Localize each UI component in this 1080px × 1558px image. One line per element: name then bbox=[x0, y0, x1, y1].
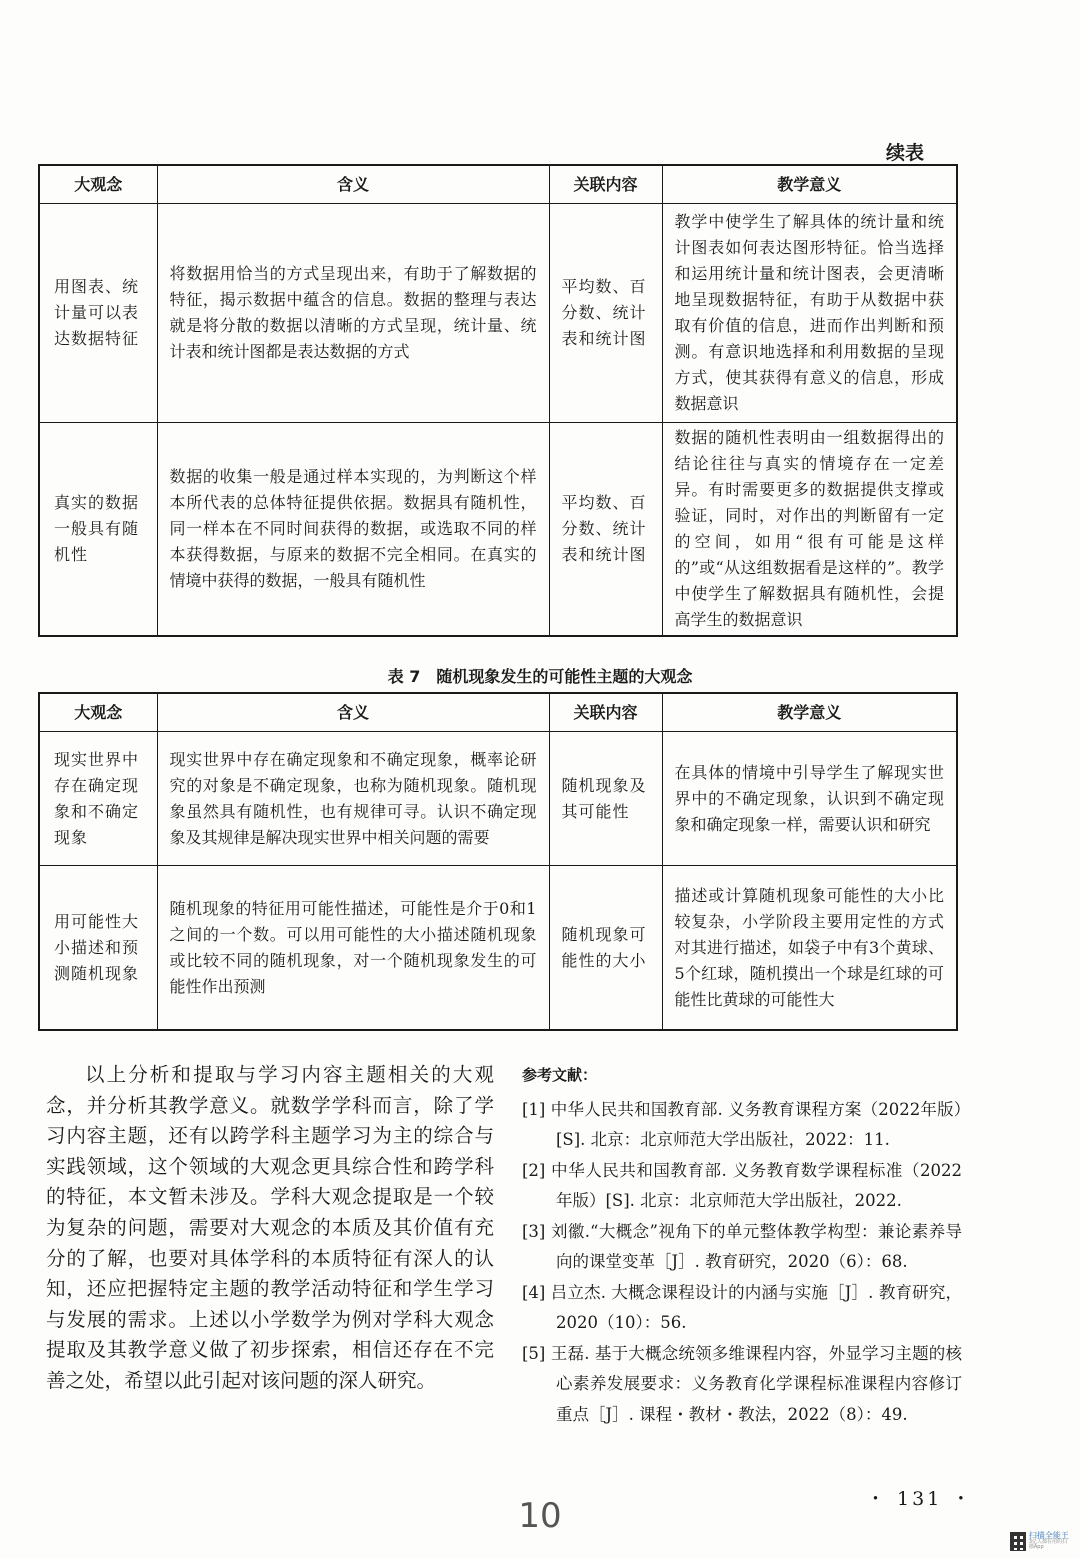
related-content-cell: 平均数、百分数、统计表和统计图 bbox=[549, 423, 662, 637]
big-idea-cell: 现实世界中存在确定现象和不确定现象 bbox=[39, 732, 157, 866]
column-header: 关联内容 bbox=[549, 165, 662, 204]
related-content-cell: 平均数、百分数、统计表和统计图 bbox=[549, 204, 662, 423]
scanner-watermark bbox=[1010, 1530, 1072, 1552]
table-header-row bbox=[39, 693, 957, 732]
table-row bbox=[39, 423, 957, 637]
reference-item: [5] 王磊. 基于大概念统领多维课程内容，外显学习主题的核心素养发展要求：义务教育化学课程标准课程内容修订重点［J］. 课程・教材・教法，2022（8）：49. bbox=[522, 1343, 962, 1424]
column-header: 关联内容 bbox=[549, 693, 662, 732]
scan-page-number: 10 bbox=[518, 1496, 562, 1536]
column-header: 含义 bbox=[157, 165, 549, 204]
meaning-cell: 现实世界中存在确定现象和不确定现象，概率论研究的对象是不确定现象，也称为随机现象。随机现象虽然具有随机性，也有规律可寻。认识不确定现象及其规律是解决现实世界中相关问题的需要 bbox=[157, 732, 549, 866]
related-content-cell: 随机现象可能性的大小 bbox=[549, 866, 662, 1031]
reference-item: [3] 刘徽.“大概念”视角下的单元整体教学构型：兼论素养导向的课堂变革［J］. 教育研究，2020（6）：68. bbox=[522, 1221, 962, 1271]
table-probability-ideas bbox=[38, 692, 958, 1031]
big-idea-cell: 真实的数据一般具有随机性 bbox=[39, 423, 157, 637]
table-row bbox=[39, 866, 957, 1031]
meaning-cell: 数据的收集一般是通过样本实现的，为判断这个样本所代表的总体特征提供依据。数据具有随机性，同一样本在不同时间获得的数据，或选取不同的样本获得数据，与原来的数据不完全相同。在真实的情境中获得的数据，一般具有随机性 bbox=[157, 423, 549, 637]
conclusion-paragraph: 以上分析和提取与学习内容主题相关的大观念，并分析其教学意义。就数学学科而言，除了学习内容主题，还有以跨学科主题学习为主的综合与实践领域，这个领域的大观念更具综合性和跨学科的特征，本文暂未涉及。学科大观念提取是一个较为复杂的问题，需要对大观念的本质及其价值有充分的了解，也要对具体学科的本质特征有深人的认知，还应把握特定主题的教学活动特征和学生学习与发展的需求。上述以小学数学为例对学科大观念提取及其教学意义做了初步探索，相信还存在不完善之处，希望以此引起对该问题的深人研究。 bbox=[46, 1063, 494, 1392]
related-content-cell: 随机现象及其可能性 bbox=[549, 732, 662, 866]
watermark-text bbox=[1029, 1532, 1072, 1550]
teaching-significance-cell: 教学中使学生了解具体的统计量和统计图表如何表达图形特征。恰当选择和运用统计量和统计图表，会更清晰地呈现数据特征，有助于从数据中获取有价值的信息，进而作出判断和预测。有意识地选择和利用数据的呈现方式，使其获得有意义的信息，形成数据意识 bbox=[662, 204, 957, 423]
column-header: 含义 bbox=[157, 693, 549, 732]
references-section bbox=[522, 1060, 962, 1430]
references-title: 参考文献： bbox=[522, 1066, 598, 1084]
table-row bbox=[39, 204, 957, 423]
table-caption: 表 7 随机现象发生的可能性主题的大观念 bbox=[387, 667, 693, 686]
watermark-brand: 扫描全能王 bbox=[1028, 1531, 1069, 1540]
table-statistics-ideas bbox=[38, 164, 958, 637]
watermark-tagline: 3亿人都在用的扫描App bbox=[1028, 1539, 1068, 1550]
big-idea-cell: 用图表、统计量可以表达数据特征 bbox=[39, 204, 157, 423]
column-header: 教学意义 bbox=[662, 165, 957, 204]
column-header: 大观念 bbox=[39, 693, 157, 732]
reference-item: [2] 中华人民共和国教育部. 义务教育数学课程标准（2022年版）[S]. 北京：北京师范大学出版社，2022. bbox=[522, 1160, 962, 1210]
table-row bbox=[39, 732, 957, 866]
teaching-significance-cell: 数据的随机性表明由一组数据得出的结论往往与真实的情境存在一定差异。有时需要更多的数据提供支撑或验证，同时，对作出的判断留有一定的空间，如用“很有可能是这样的”或“从这组数据看是这样的”。教学中使学生了解数据具有随机性，会提高学生的数据意识 bbox=[662, 423, 957, 637]
meaning-cell: 随机现象的特征用可能性描述，可能性是介于0和1之间的一个数。可以用可能性的大小描述随机现象或比较不同的随机现象，对一个随机现象发生的可能性作出预测 bbox=[157, 866, 549, 1031]
continued-table-label: 续表 bbox=[886, 142, 925, 164]
reference-item: [1] 中华人民共和国教育部. 义务教育课程方案（2022年版）[S]. 北京：北京师范大学出版社，2022：11. bbox=[522, 1099, 962, 1149]
column-header: 大观念 bbox=[39, 165, 157, 204]
meaning-cell: 将数据用恰当的方式呈现出来，有助于了解数据的特征，揭示数据中蕴含的信息。数据的整理与表达就是将分散的数据以清晰的方式呈现，统计量、统计表和统计图都是表达数据的方式 bbox=[157, 204, 549, 423]
teaching-significance-cell: 描述或计算随机现象可能性的大小比较复杂，小学阶段主要用定性的方式对其进行描述，如袋子中有3个黄球、5个红球，随机摸出一个球是红球的可能性比黄球的可能性大 bbox=[662, 866, 957, 1031]
page-number: ・ 131 ・ bbox=[866, 1488, 974, 1510]
big-idea-cell: 用可能性大小描述和预测随机现象 bbox=[39, 866, 157, 1031]
table-header-row bbox=[39, 165, 957, 204]
column-header: 教学意义 bbox=[662, 693, 957, 732]
qr-code-icon bbox=[1010, 1532, 1026, 1551]
reference-item: [4] 吕立杰. 大概念课程设计的内涵与实施［J］. 教育研究，2020（10）：56. bbox=[522, 1282, 962, 1332]
teaching-significance-cell: 在具体的情境中引导学生了解现实世界中的不确定现象，认识到不确定现象和确定现象一样，需要认识和研究 bbox=[662, 732, 957, 866]
